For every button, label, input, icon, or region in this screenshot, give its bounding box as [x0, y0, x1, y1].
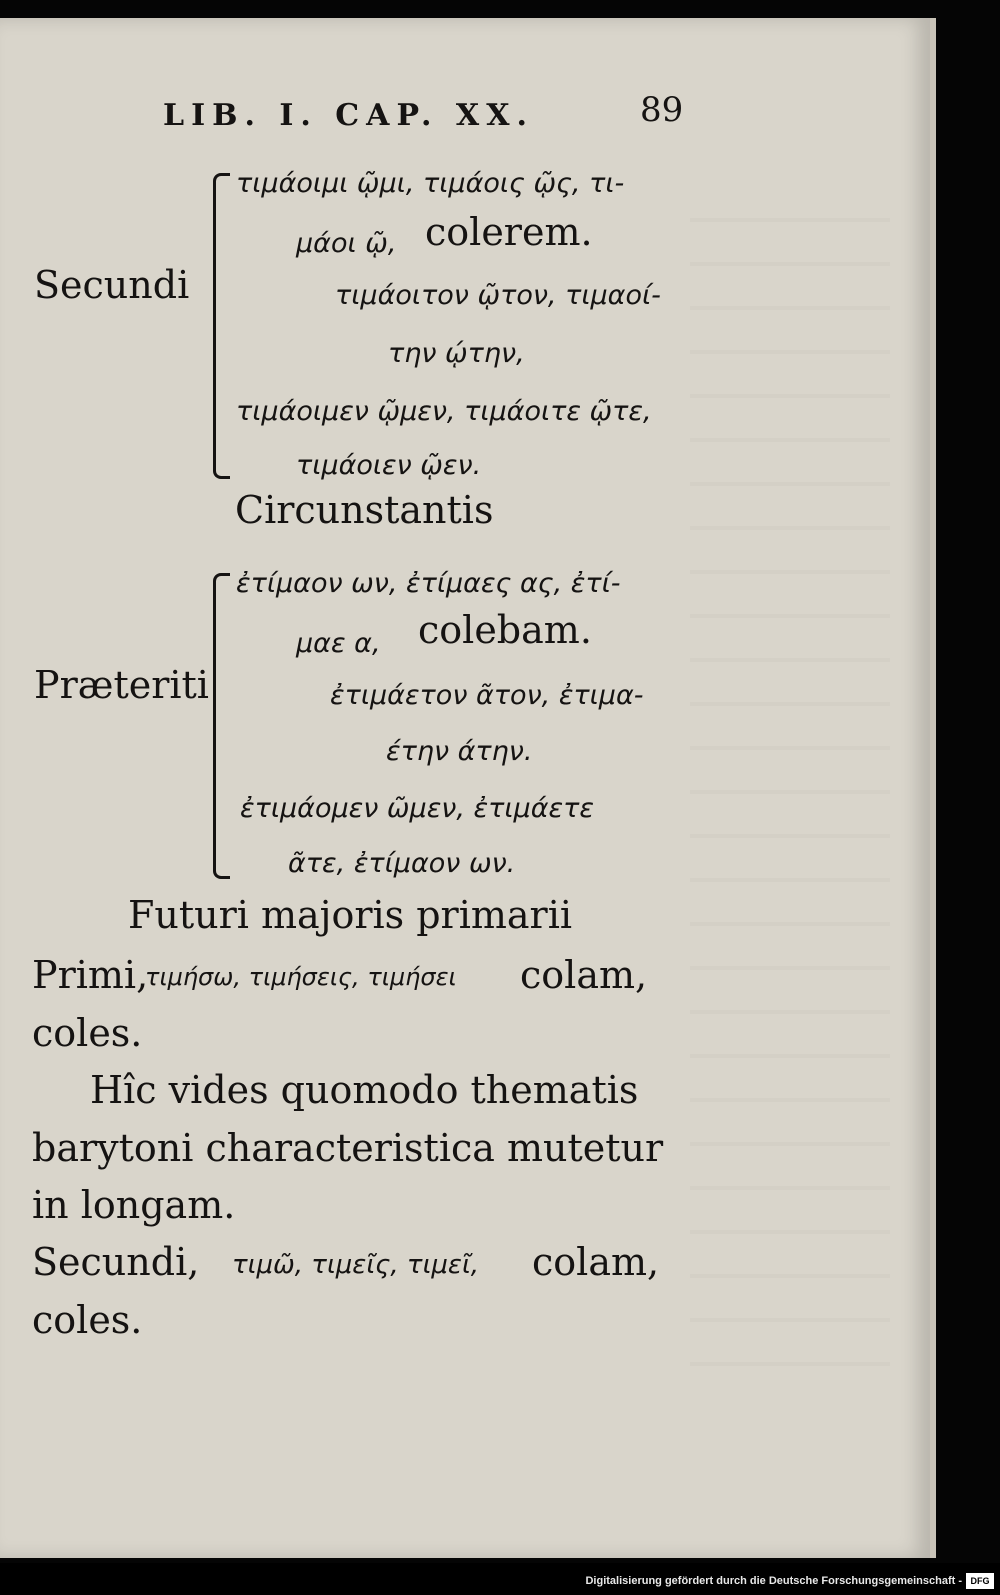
footer-credit: Digitalisierung gefördert durch die Deutsche Forschungsgemeinschaft -	[585, 1575, 962, 1587]
secundi-line-2: μάοι ῷ,	[296, 228, 397, 259]
running-title: LIB. I. CAP. XX.	[163, 98, 534, 133]
secundi-line-6: τιμάοιεν ῷεν.	[296, 450, 482, 481]
futuri-heading: Futuri majoris primarii	[128, 893, 573, 937]
praeteriti-line-3: ἐτιμάετον ᾶτον, ἐτιμα-	[330, 680, 644, 711]
book-page	[0, 18, 936, 1558]
secundi-line-3: τιμάοιτον ῷτον, τιμαοί-	[335, 280, 661, 311]
secundi-body-greek: τιμῶ, τιμεῖς, τιμεῖ,	[232, 1250, 480, 1280]
secundi-body-latin: colam,	[532, 1240, 660, 1284]
circumstantis-heading: Circunstantis	[235, 488, 494, 532]
praeteriti-line-6: ᾶτε, ἐτίμαον ων.	[288, 848, 516, 879]
secundi-colerem: colerem.	[425, 210, 593, 254]
secundi-body-label: Secundi,	[32, 1240, 200, 1284]
secundi-brace	[213, 173, 230, 479]
praeteriti-line-1: ἐτίμαον ων, ἐτίμαες ας, ἐτί-	[236, 568, 621, 599]
praeteriti-line-5: ἐτιμάομεν ῶμεν, ἐτιμάετε	[240, 793, 594, 824]
show-through	[690, 178, 890, 1378]
praeteriti-line-4: έτην άτην.	[386, 736, 533, 767]
praeteriti-line-2: μαε α,	[296, 628, 381, 659]
page-number: 89	[640, 90, 684, 130]
praeteriti-colebam: colebam.	[418, 608, 592, 652]
primi-greek: τιμήσω, τιμήσεις, τιμήσει	[145, 963, 457, 991]
hic-line-3: in longam.	[32, 1183, 236, 1227]
praeteriti-label: Præteriti	[34, 663, 209, 707]
hic-line-2: barytoni characteristica mutetur	[32, 1126, 664, 1170]
primi-label: Primi,	[32, 953, 149, 997]
digitization-footer	[0, 1563, 1000, 1595]
secundi-line-5: τιμάοιμεν ῷμεν, τιμάοιτε ῷτε,	[236, 396, 652, 427]
hic-line-1: Hîc vides quomodo thematis	[90, 1068, 639, 1112]
dfg-logo: DFG	[966, 1573, 994, 1589]
praeteriti-brace	[213, 573, 230, 879]
coles-line-2: coles.	[32, 1298, 143, 1342]
secundi-line-4: την ῴτην,	[388, 338, 525, 369]
secundi-line-1: τιμάοιμι ῷμι, τιμάοις ῷς, τι-	[236, 168, 625, 199]
secundi-label: Secundi	[34, 263, 190, 307]
primi-latin: colam,	[520, 953, 648, 997]
coles-line-1: coles.	[32, 1011, 143, 1055]
